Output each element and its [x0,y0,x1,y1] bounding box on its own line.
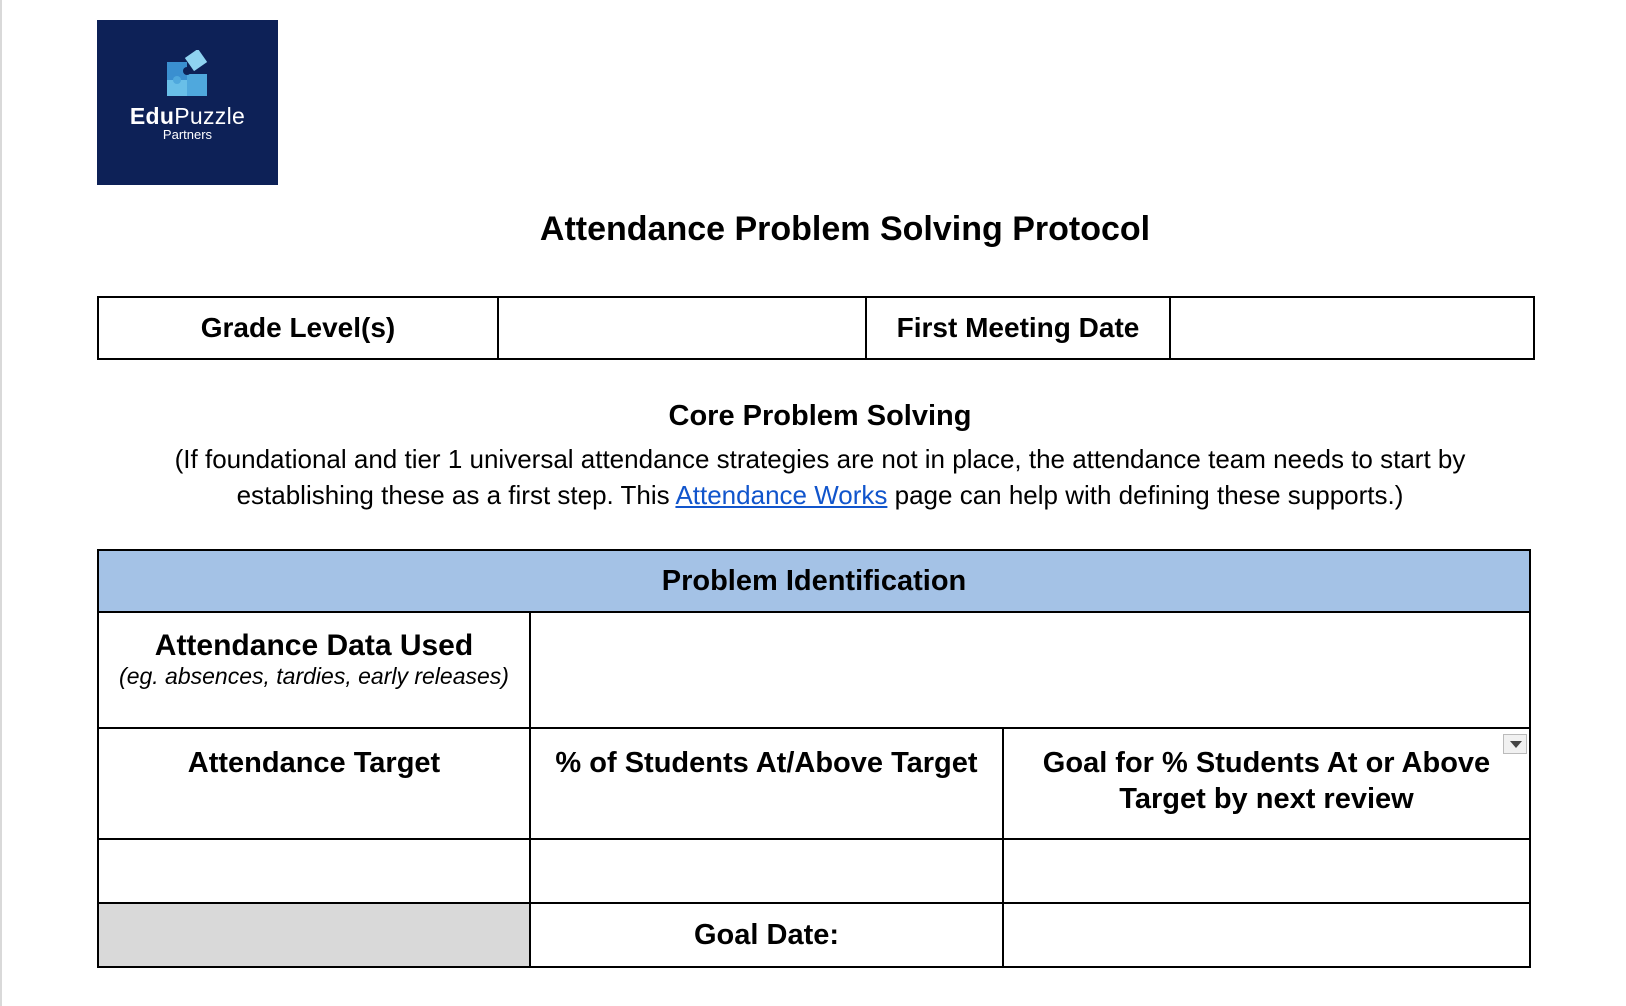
attendance-works-link[interactable]: Attendance Works [675,480,888,510]
attendance-data-used-input[interactable] [530,612,1530,728]
puzzle-icon [160,50,216,100]
logo-subtitle: Partners [162,127,213,142]
goal-date-label: Goal Date: [530,903,1003,967]
core-desc-after: page can help with defining these supports.) [887,480,1404,510]
core-desc-before: (If foundational and tier 1 universal attendance strategies are not in place, the attendance team needs to start by establishing these as a first step. This [174,444,1466,510]
problem-identification-table [97,549,1531,968]
logo-wordmark [130,104,245,128]
problem-identification-header: Problem Identification [98,550,1530,612]
goal-percent-header: Goal for % Students At or Above Target by next review [1042,747,1491,815]
attendance-data-used-label: Attendance Data Used [154,629,474,662]
attendance-data-used-note: (eg. absences, tardies, early releases) [119,663,509,689]
attendance-target-input[interactable] [98,839,530,903]
edupuzzle-logo [97,20,278,185]
goal-percent-header-cell [1003,728,1530,839]
percent-students-header: % of Students At/Above Target [530,728,1003,839]
first-meeting-date-label: First Meeting Date [866,297,1170,359]
attendance-target-header: Attendance Target [98,728,530,839]
core-problem-solving-heading: Core Problem Solving [668,400,972,432]
core-problem-solving-description [120,441,1520,513]
gray-filler-cell [98,903,530,967]
percent-students-input[interactable] [530,839,1003,903]
attendance-data-used-label-cell [98,612,530,728]
first-meeting-date-input[interactable] [1170,297,1534,359]
goal-date-input[interactable] [1003,903,1530,967]
info-table [97,296,1535,360]
goal-percent-input[interactable] [1003,839,1530,903]
logo-name-bold: Edu [129,103,175,129]
document-title: Attendance Problem Solving Protocol [539,210,1151,248]
grade-level-label: Grade Level(s) [98,297,498,359]
grade-level-input[interactable] [498,297,866,359]
logo-name-light: Puzzle [174,103,246,129]
dropdown-arrow-icon[interactable] [1503,734,1527,754]
